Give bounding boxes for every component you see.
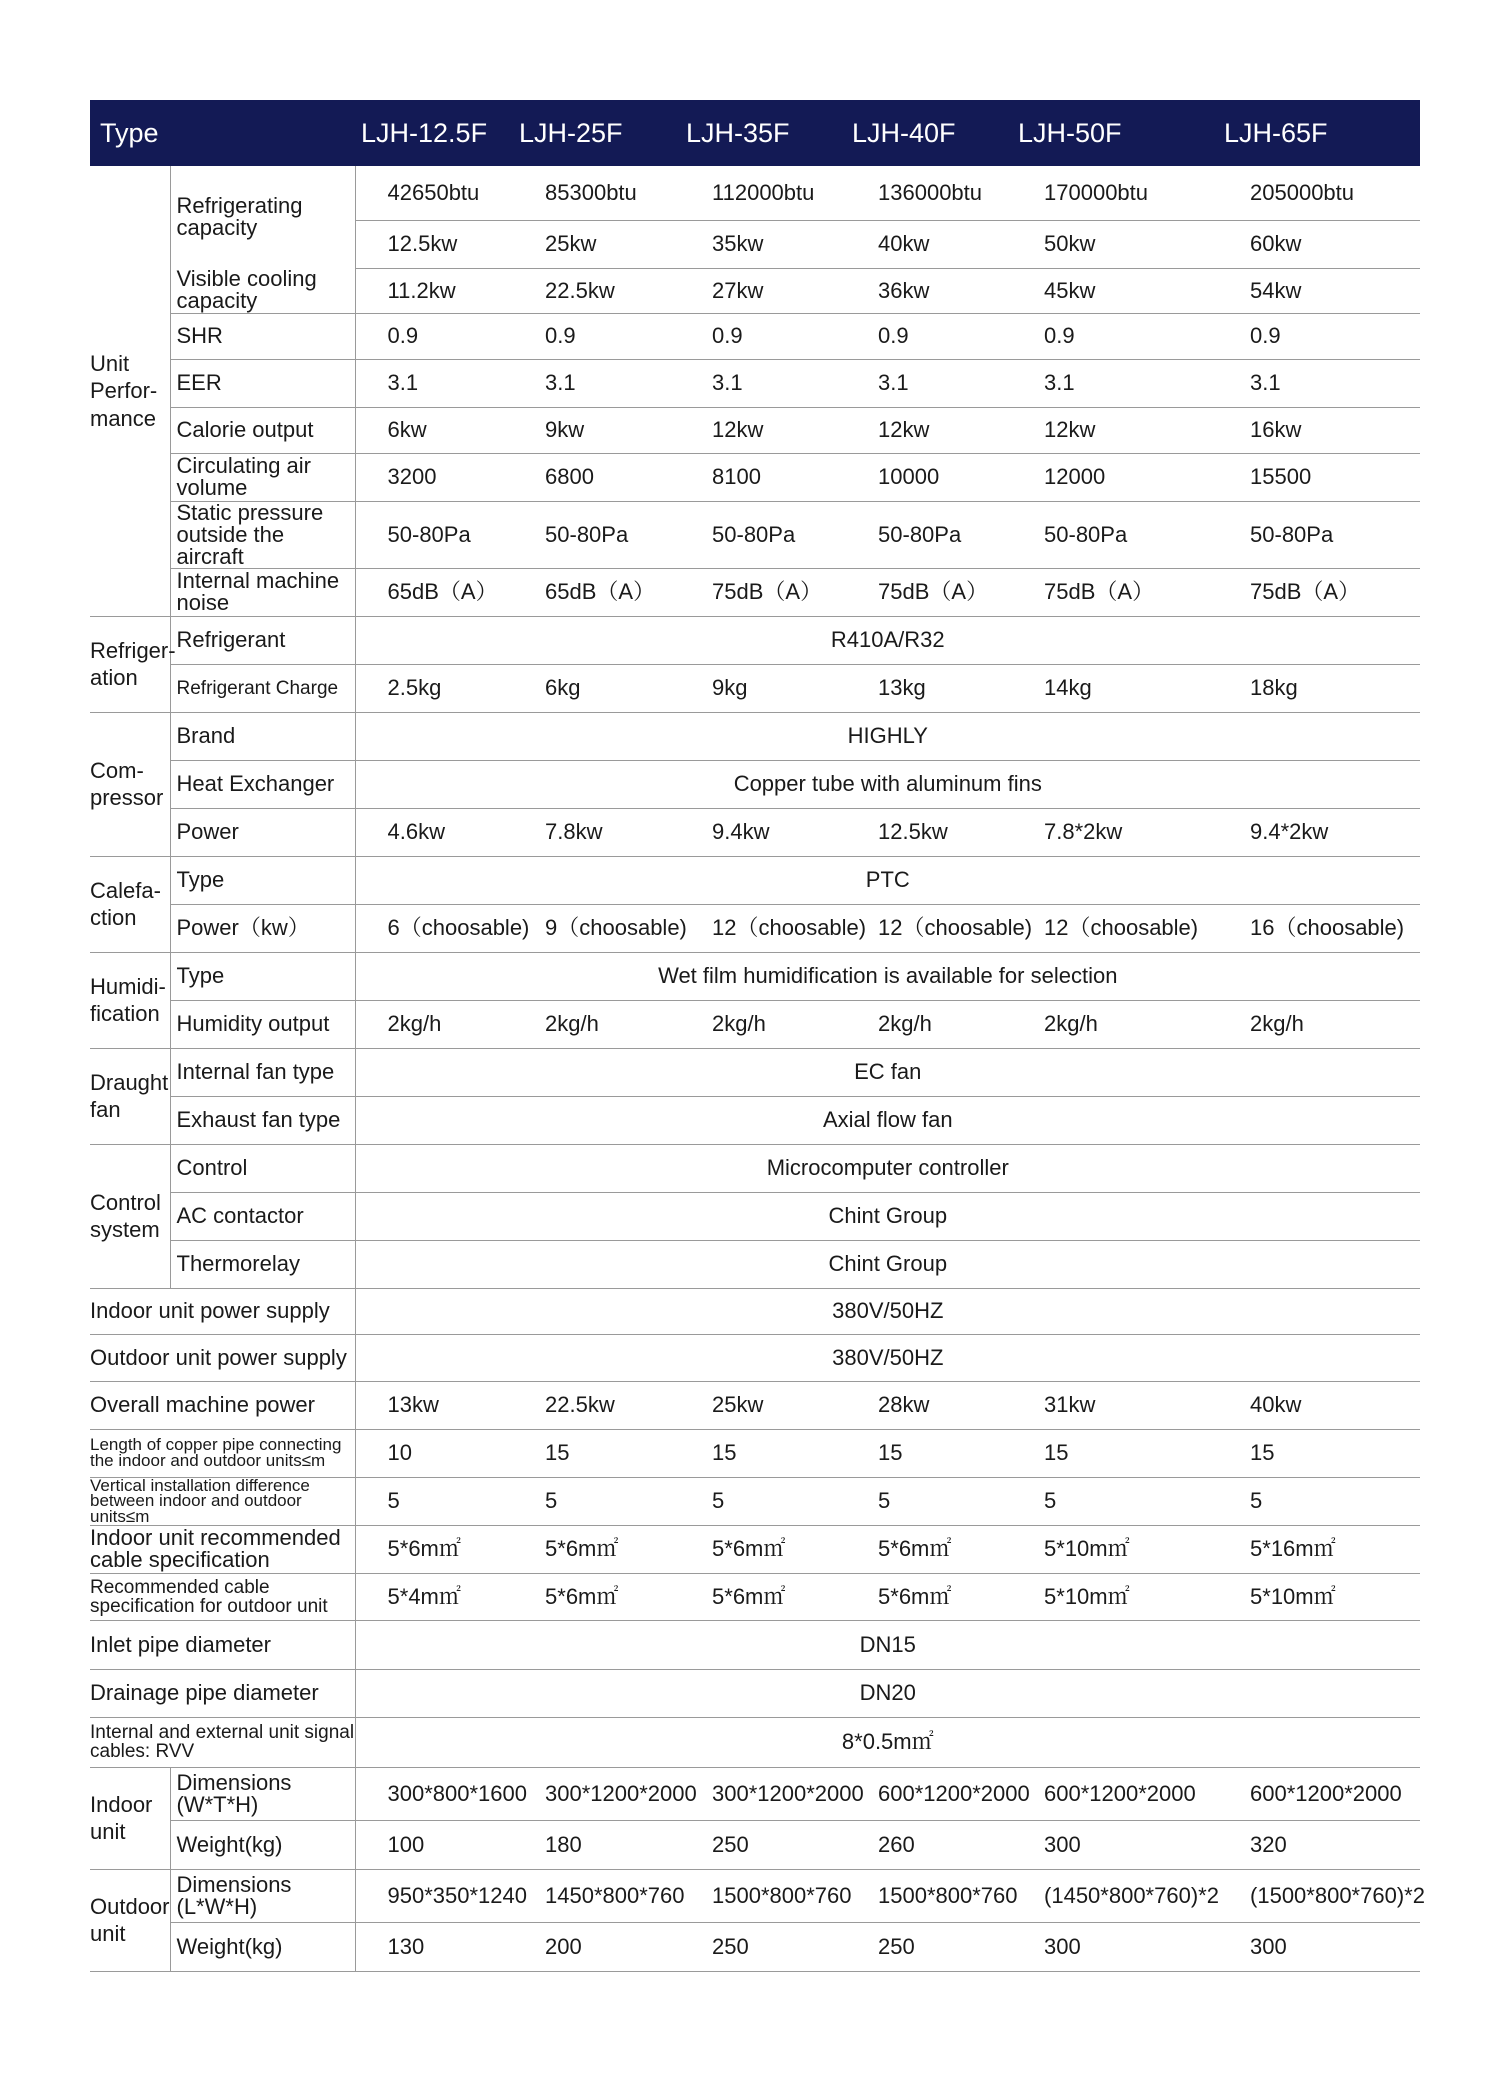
row-label: Refrigerant bbox=[170, 616, 355, 664]
value-cell: 8100 bbox=[680, 453, 846, 501]
value-cell: 320 bbox=[1218, 1820, 1420, 1869]
value-cell: 5 bbox=[1012, 1477, 1218, 1525]
row-label: Indoor unit power supply bbox=[90, 1288, 355, 1334]
table-row bbox=[90, 1192, 1420, 1240]
value-cell: 9（choosable) bbox=[513, 904, 680, 952]
value-cell: 1450*800*760 bbox=[513, 1869, 680, 1922]
row-label: Refrigerating capacity bbox=[170, 166, 355, 268]
model-header: LJH-12.5F bbox=[355, 100, 513, 166]
row-label: Power bbox=[170, 808, 355, 856]
value-cell: 9kw bbox=[513, 407, 680, 453]
value-cell: 15 bbox=[1012, 1429, 1218, 1477]
row-label: Type bbox=[170, 952, 355, 1000]
value-cell: 300 bbox=[1012, 1820, 1218, 1869]
value-cell: 300 bbox=[1012, 1922, 1218, 1971]
table-row bbox=[90, 760, 1420, 808]
table-row bbox=[90, 1525, 1420, 1573]
value-cell: 136000btu bbox=[846, 166, 1012, 220]
table-row bbox=[90, 407, 1420, 453]
value-cell: 3.1 bbox=[846, 359, 1012, 407]
table-row bbox=[90, 1869, 1420, 1922]
value-cell: 75dB（A） bbox=[680, 568, 846, 616]
row-label: Outdoor unit power supply bbox=[90, 1334, 355, 1381]
value-cell: 100 bbox=[355, 1820, 513, 1869]
value-cell: 5*6m㎡ bbox=[513, 1573, 680, 1620]
value-cell: 3.1 bbox=[513, 359, 680, 407]
spec-table bbox=[90, 100, 1425, 1972]
row-label: Exhaust fan type bbox=[170, 1096, 355, 1144]
value-cell: 7.8kw bbox=[513, 808, 680, 856]
value-cell: 12.5kw bbox=[355, 220, 513, 268]
value-cell: 11.2kw bbox=[355, 268, 513, 313]
value-cell: 54kw bbox=[1218, 268, 1420, 313]
row-label: SHR bbox=[170, 313, 355, 359]
table-row bbox=[90, 268, 1420, 313]
table-row bbox=[90, 166, 1420, 220]
row-label: Static pressure outside the aircraft bbox=[170, 501, 355, 568]
humidification-category: Humidi- fication bbox=[90, 952, 170, 1048]
value-cell: 5*10m㎡ bbox=[1012, 1525, 1218, 1573]
table-row bbox=[90, 1144, 1420, 1192]
value-cell: 250 bbox=[846, 1922, 1012, 1971]
value-cell: 65dB（A） bbox=[513, 568, 680, 616]
value-cell: 5 bbox=[513, 1477, 680, 1525]
value-cell: 15500 bbox=[1218, 453, 1420, 501]
value-cell: 35kw bbox=[680, 220, 846, 268]
value-cell: 130 bbox=[355, 1922, 513, 1971]
value-cell: (1450*800*760)*2 bbox=[1012, 1869, 1218, 1922]
value-cell: 12kw bbox=[680, 407, 846, 453]
row-label: Length of copper pipe connecting the indoor and outdoor units≤m bbox=[90, 1429, 355, 1477]
value-cell: 12kw bbox=[846, 407, 1012, 453]
value-cell: 28kw bbox=[846, 1381, 1012, 1429]
table-row bbox=[90, 359, 1420, 407]
value-cell: 3.1 bbox=[355, 359, 513, 407]
merged-value-cell: 380V/50HZ bbox=[355, 1334, 1420, 1381]
value-cell: 3.1 bbox=[1012, 359, 1218, 407]
value-cell: 5*10m㎡ bbox=[1012, 1573, 1218, 1620]
value-cell: 300 bbox=[1218, 1922, 1420, 1971]
merged-value-cell: DN15 bbox=[355, 1620, 1420, 1669]
table-row bbox=[90, 856, 1420, 904]
value-cell: 4.6kw bbox=[355, 808, 513, 856]
value-cell: 27kw bbox=[680, 268, 846, 313]
value-cell: 5*6m㎡ bbox=[846, 1525, 1012, 1573]
row-label: Recommended cable specification for outdoor unit bbox=[90, 1573, 355, 1620]
value-cell: 5*4m㎡ bbox=[355, 1573, 513, 1620]
value-cell: 13kg bbox=[846, 664, 1012, 712]
value-cell: 300*1200*2000 bbox=[513, 1767, 680, 1820]
value-cell: 12.5kw bbox=[846, 808, 1012, 856]
value-cell: 75dB（A） bbox=[1218, 568, 1420, 616]
outdoor-unit-category: Outdoor unit bbox=[90, 1869, 170, 1971]
spec-sheet bbox=[90, 100, 1425, 1972]
value-cell: 300*800*1600 bbox=[355, 1767, 513, 1820]
table-row bbox=[90, 904, 1420, 952]
value-cell: 75dB（A） bbox=[1012, 568, 1218, 616]
value-cell: 50kw bbox=[1012, 220, 1218, 268]
table-row bbox=[90, 313, 1420, 359]
value-cell: 9.4kw bbox=[680, 808, 846, 856]
value-cell: 5*6m㎡ bbox=[846, 1573, 1012, 1620]
value-cell: 60kw bbox=[1218, 220, 1420, 268]
value-cell: 42650btu bbox=[355, 166, 513, 220]
value-cell: 2kg/h bbox=[846, 1000, 1012, 1048]
row-label: Inlet pipe diameter bbox=[90, 1620, 355, 1669]
table-row bbox=[90, 453, 1420, 501]
row-label: Dimensions (L*W*H) bbox=[170, 1869, 355, 1922]
value-cell: 6kg bbox=[513, 664, 680, 712]
value-cell: 45kw bbox=[1012, 268, 1218, 313]
draught-fan-category: Draught fan bbox=[90, 1048, 170, 1144]
table-row bbox=[90, 568, 1420, 616]
value-cell: 12000 bbox=[1012, 453, 1218, 501]
value-cell: 50-80Pa bbox=[680, 501, 846, 568]
value-cell: (1500*800*760)*2 bbox=[1218, 1869, 1420, 1922]
value-cell: 31kw bbox=[1012, 1381, 1218, 1429]
row-label: Refrigerant Charge bbox=[170, 664, 355, 712]
merged-value-cell: DN20 bbox=[355, 1669, 1420, 1717]
value-cell: 50-80Pa bbox=[355, 501, 513, 568]
table-row bbox=[90, 1767, 1420, 1820]
model-header: LJH-35F bbox=[680, 100, 846, 166]
value-cell: 180 bbox=[513, 1820, 680, 1869]
table-body bbox=[90, 166, 1425, 1971]
value-cell: 5*16m㎡ bbox=[1218, 1525, 1420, 1573]
table-row bbox=[90, 952, 1420, 1000]
merged-value-cell: Chint Group bbox=[355, 1240, 1420, 1288]
value-cell: 15 bbox=[680, 1429, 846, 1477]
value-cell: 75dB（A） bbox=[846, 568, 1012, 616]
row-label: Heat Exchanger bbox=[170, 760, 355, 808]
indoor-unit-category: Indoor unit bbox=[90, 1767, 170, 1869]
value-cell: 5 bbox=[355, 1477, 513, 1525]
value-cell: 12（choosable) bbox=[680, 904, 846, 952]
value-cell: 25kw bbox=[513, 220, 680, 268]
refrigeration-category: Refriger- ation bbox=[90, 616, 170, 712]
row-label: Internal and external unit signal cables: RVV bbox=[90, 1717, 355, 1767]
value-cell: 15 bbox=[1218, 1429, 1420, 1477]
value-cell: 12（choosable) bbox=[1012, 904, 1218, 952]
value-cell: 65dB（A） bbox=[355, 568, 513, 616]
table-row bbox=[90, 1048, 1420, 1096]
table-row bbox=[90, 1477, 1420, 1525]
value-cell: 10 bbox=[355, 1429, 513, 1477]
row-label: Indoor unit recommended cable specification bbox=[90, 1525, 355, 1573]
value-cell: 170000btu bbox=[1012, 166, 1218, 220]
value-cell: 0.9 bbox=[680, 313, 846, 359]
control-system-category: Control system bbox=[90, 1144, 170, 1288]
compressor-category: Com- pressor bbox=[90, 712, 170, 856]
value-cell: 6800 bbox=[513, 453, 680, 501]
type-header: Type bbox=[90, 100, 355, 166]
value-cell: 22.5kw bbox=[513, 1381, 680, 1429]
table-row bbox=[90, 1334, 1420, 1381]
value-cell: 25kw bbox=[680, 1381, 846, 1429]
value-cell: 0.9 bbox=[513, 313, 680, 359]
value-cell: 14kg bbox=[1012, 664, 1218, 712]
table-row bbox=[90, 1717, 1420, 1767]
row-label: Drainage pipe diameter bbox=[90, 1669, 355, 1717]
table-row bbox=[90, 501, 1420, 568]
row-label: Thermorelay bbox=[170, 1240, 355, 1288]
row-label: Power（kw） bbox=[170, 904, 355, 952]
value-cell: 40kw bbox=[846, 220, 1012, 268]
value-cell: 9kg bbox=[680, 664, 846, 712]
row-label: Circulating air volume bbox=[170, 453, 355, 501]
table-row bbox=[90, 1669, 1420, 1717]
row-label: Visible cooling capacity bbox=[170, 268, 355, 313]
merged-value-cell: R410A/R32 bbox=[355, 616, 1420, 664]
value-cell: 50-80Pa bbox=[1218, 501, 1420, 568]
value-cell: 5*6m㎡ bbox=[680, 1525, 846, 1573]
value-cell: 112000btu bbox=[680, 166, 846, 220]
row-label: Humidity output bbox=[170, 1000, 355, 1048]
value-cell: 18kg bbox=[1218, 664, 1420, 712]
value-cell: 40kw bbox=[1218, 1381, 1420, 1429]
value-cell: 5*6m㎡ bbox=[513, 1525, 680, 1573]
merged-value-cell: Chint Group bbox=[355, 1192, 1420, 1240]
table-row bbox=[90, 1096, 1420, 1144]
table-header bbox=[90, 100, 1420, 166]
value-cell: 50-80Pa bbox=[846, 501, 1012, 568]
value-cell: 6kw bbox=[355, 407, 513, 453]
value-cell: 250 bbox=[680, 1922, 846, 1971]
value-cell: 600*1200*2000 bbox=[1012, 1767, 1218, 1820]
value-cell: 2kg/h bbox=[680, 1000, 846, 1048]
row-label: EER bbox=[170, 359, 355, 407]
row-label: Vertical installation difference between indoor and outdoor units≤m bbox=[90, 1477, 355, 1525]
value-cell: 3.1 bbox=[1218, 359, 1420, 407]
calefaction-category: Calefa- ction bbox=[90, 856, 170, 952]
table-row bbox=[90, 616, 1420, 664]
value-cell: 1500*800*760 bbox=[846, 1869, 1012, 1922]
row-label: Brand bbox=[170, 712, 355, 760]
value-cell: 600*1200*2000 bbox=[1218, 1767, 1420, 1820]
unit-performance-category: Unit Perfor- mance bbox=[90, 166, 170, 616]
row-label: Type bbox=[170, 856, 355, 904]
value-cell: 200 bbox=[513, 1922, 680, 1971]
merged-value-cell: Wet film humidification is available for selection bbox=[355, 952, 1420, 1000]
value-cell: 250 bbox=[680, 1820, 846, 1869]
merged-value-cell: Copper tube with aluminum fins bbox=[355, 760, 1420, 808]
value-cell: 15 bbox=[846, 1429, 1012, 1477]
value-cell: 5*10m㎡ bbox=[1218, 1573, 1420, 1620]
header-row bbox=[90, 100, 1420, 166]
row-label: Internal machine noise bbox=[170, 568, 355, 616]
value-cell: 600*1200*2000 bbox=[846, 1767, 1012, 1820]
value-cell: 260 bbox=[846, 1820, 1012, 1869]
value-cell: 22.5kw bbox=[513, 268, 680, 313]
table-row bbox=[90, 808, 1420, 856]
merged-value-cell: PTC bbox=[355, 856, 1420, 904]
model-header: LJH-65F bbox=[1218, 100, 1420, 166]
merged-value-cell: HIGHLY bbox=[355, 712, 1420, 760]
table-row bbox=[90, 1000, 1420, 1048]
table-row bbox=[90, 1240, 1420, 1288]
merged-value-cell: Microcomputer controller bbox=[355, 1144, 1420, 1192]
value-cell: 1500*800*760 bbox=[680, 1869, 846, 1922]
value-cell: 3.1 bbox=[680, 359, 846, 407]
value-cell: 2.5kg bbox=[355, 664, 513, 712]
model-header: LJH-50F bbox=[1012, 100, 1218, 166]
row-label: Calorie output bbox=[170, 407, 355, 453]
model-header: LJH-25F bbox=[513, 100, 680, 166]
merged-value-cell: 380V/50HZ bbox=[355, 1288, 1420, 1334]
table-row bbox=[90, 1573, 1420, 1620]
table-row bbox=[90, 1620, 1420, 1669]
value-cell: 50-80Pa bbox=[513, 501, 680, 568]
value-cell: 5*6m㎡ bbox=[355, 1525, 513, 1573]
value-cell: 16（choosable) bbox=[1218, 904, 1420, 952]
value-cell: 12（choosable) bbox=[846, 904, 1012, 952]
row-label: Overall machine power bbox=[90, 1381, 355, 1429]
value-cell: 2kg/h bbox=[1012, 1000, 1218, 1048]
value-cell: 5 bbox=[680, 1477, 846, 1525]
value-cell: 36kw bbox=[846, 268, 1012, 313]
value-cell: 7.8*2kw bbox=[1012, 808, 1218, 856]
value-cell: 6（choosable) bbox=[355, 904, 513, 952]
table-row bbox=[90, 1381, 1420, 1429]
value-cell: 85300btu bbox=[513, 166, 680, 220]
row-label: Weight(kg) bbox=[170, 1820, 355, 1869]
value-cell: 10000 bbox=[846, 453, 1012, 501]
value-cell: 5 bbox=[846, 1477, 1012, 1525]
value-cell: 12kw bbox=[1012, 407, 1218, 453]
value-cell: 0.9 bbox=[355, 313, 513, 359]
merged-value-cell: EC fan bbox=[355, 1048, 1420, 1096]
value-cell: 16kw bbox=[1218, 407, 1420, 453]
value-cell: 950*350*1240 bbox=[355, 1869, 513, 1922]
row-label: AC contactor bbox=[170, 1192, 355, 1240]
table-row bbox=[90, 1288, 1420, 1334]
table-row bbox=[90, 1820, 1420, 1869]
table-row bbox=[90, 664, 1420, 712]
value-cell: 300*1200*2000 bbox=[680, 1767, 846, 1820]
model-header: LJH-40F bbox=[846, 100, 1012, 166]
merged-value-cell: Axial flow fan bbox=[355, 1096, 1420, 1144]
row-label: Control bbox=[170, 1144, 355, 1192]
table-row bbox=[90, 1429, 1420, 1477]
value-cell: 0.9 bbox=[846, 313, 1012, 359]
merged-value-cell: 8*0.5m㎡ bbox=[355, 1717, 1420, 1767]
row-label: Internal fan type bbox=[170, 1048, 355, 1096]
row-label: Dimensions (W*T*H) bbox=[170, 1767, 355, 1820]
value-cell: 205000btu bbox=[1218, 166, 1420, 220]
row-label: Weight(kg) bbox=[170, 1922, 355, 1971]
value-cell: 3200 bbox=[355, 453, 513, 501]
value-cell: 0.9 bbox=[1218, 313, 1420, 359]
value-cell: 15 bbox=[513, 1429, 680, 1477]
value-cell: 9.4*2kw bbox=[1218, 808, 1420, 856]
value-cell: 0.9 bbox=[1012, 313, 1218, 359]
value-cell: 5 bbox=[1218, 1477, 1420, 1525]
value-cell: 50-80Pa bbox=[1012, 501, 1218, 568]
value-cell: 5*6m㎡ bbox=[680, 1573, 846, 1620]
value-cell: 2kg/h bbox=[513, 1000, 680, 1048]
value-cell: 13kw bbox=[355, 1381, 513, 1429]
table-row bbox=[90, 712, 1420, 760]
value-cell: 2kg/h bbox=[1218, 1000, 1420, 1048]
value-cell: 2kg/h bbox=[355, 1000, 513, 1048]
table-row bbox=[90, 1922, 1420, 1971]
